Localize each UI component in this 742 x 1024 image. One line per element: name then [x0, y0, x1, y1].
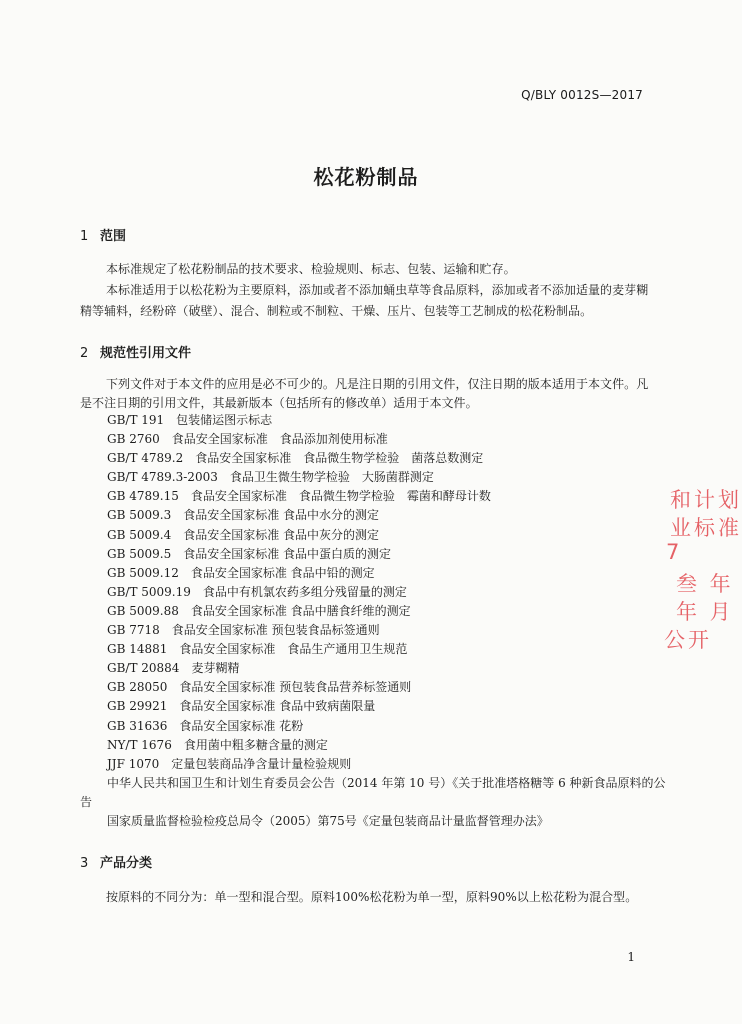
reference-item: GB 29921 食品安全国家标准 食品中致病菌限量 [107, 699, 376, 714]
stamp-line: 年 月 [676, 600, 734, 624]
section-title: 范围 [100, 229, 127, 244]
reference-item: JJF 1070 定量包装商品净含量计量检验规则 [107, 756, 352, 771]
reference-item: GB 5009.5 食品安全国家标准 食品中蛋白质的测定 [107, 546, 392, 561]
section-1-paragraph: 本标准适用于以松花粉为主要原料，添加或者不添加蛹虫草等食品原料，添加或者不添加适量的麦芽糊精等辅料，经粉碎（破壁）、混合、制粒或不制粒、干燥、压片、包装等工艺制成的松花粉制品。 [80, 283, 649, 318]
section-1-paragraph: 本标准规定了松花粉制品的技术要求、检验规则、标志、包装、运输和贮存。 [106, 262, 516, 276]
section-number: 2 [80, 346, 89, 361]
reference-item: GB/T 4789.2 食品安全国家标准 食品微生物学检验 菌落总数测定 [107, 451, 484, 466]
red-seal-stamp [664, 484, 742, 656]
reference-item: NY/T 1676 食用菌中粗多糖含量的测定 [107, 737, 328, 752]
reference-item: GB/T 191 包装储运图示标志 [107, 413, 273, 427]
reference-item: GB 2760 食品安全国家标准 食品添加剂使用标准 [107, 432, 388, 447]
section-title: 规范性引用文件 [100, 346, 192, 361]
section-2-heading [80, 342, 191, 361]
section-number: 3 [80, 856, 89, 871]
stamp-line: 公开 [664, 628, 712, 652]
document-title: 松花粉制品 [313, 165, 419, 189]
section-number: 1 [80, 229, 89, 244]
section-1-heading [80, 225, 126, 244]
section-3-heading [80, 852, 152, 871]
reference-item: GB 31636 食品安全国家标准 花粉 [107, 718, 304, 733]
reference-item: 国家质量监督检验检疫总局令（2005）第75号《定量包装商品计量监督管理办法》 [107, 813, 549, 828]
reference-item: GB 5009.4 食品安全国家标准 食品中灰分的测定 [107, 527, 380, 542]
reference-item: GB 5009.88 食品安全国家标准 食品中膳食纤维的测定 [107, 603, 411, 618]
standard-code: Q/BLY 0012S—2017 [521, 88, 643, 102]
section-title: 产品分类 [100, 856, 153, 871]
reference-item: GB 5009.12 食品安全国家标准 食品中铅的测定 [107, 565, 375, 580]
reference-item: GB/T 20884 麦芽糊精 [107, 661, 240, 676]
reference-item: GB 4789.15 食品安全国家标准 食品微生物学检验 霉菌和酵母计数 [107, 489, 491, 504]
reference-item: GB/T 5009.19 食品中有机氯农药多组分残留量的测定 [107, 584, 407, 599]
reference-item: 中华人民共和国卫生和计划生育委员会公告（2014 年第 10 号）《关于批准塔格糖等 6 种新食品原料的公告 [80, 775, 666, 809]
reference-item: GB 7718 食品安全国家标准 预包装食品标签通则 [107, 623, 380, 638]
stamp-line: 业标准 [670, 516, 742, 540]
stamp-line: 7 [666, 540, 683, 564]
reference-item: GB 28050 食品安全国家标准 预包装食品营养标签通则 [107, 680, 412, 695]
reference-item: GB 14881 食品安全国家标准 食品生产通用卫生规范 [107, 642, 408, 657]
reference-item: GB 5009.3 食品安全国家标准 食品中水分的测定 [107, 508, 380, 523]
stamp-line: 和计划 [670, 488, 742, 512]
reference-list [80, 411, 670, 831]
section-2-paragraph: 下列文件对于本文件的应用是必不可少的。凡是注日期的引用文件，仅注日期的版本适用于本文件。凡是不注日期的引用文件，其最新版本（包括所有的修改单）适用于本文件。 [80, 377, 649, 410]
reference-item: GB/T 4789.3-2003 食品卫生微生物学检验 大肠菌群测定 [107, 470, 434, 485]
section-3-paragraph: 按原料的不同分为：单一型和混合型。原料100%松花粉为单一型，原料90%以上松花粉为混合型。 [106, 890, 638, 904]
stamp-line: 叁 年 [676, 572, 734, 596]
page-number: 1 [627, 950, 635, 964]
